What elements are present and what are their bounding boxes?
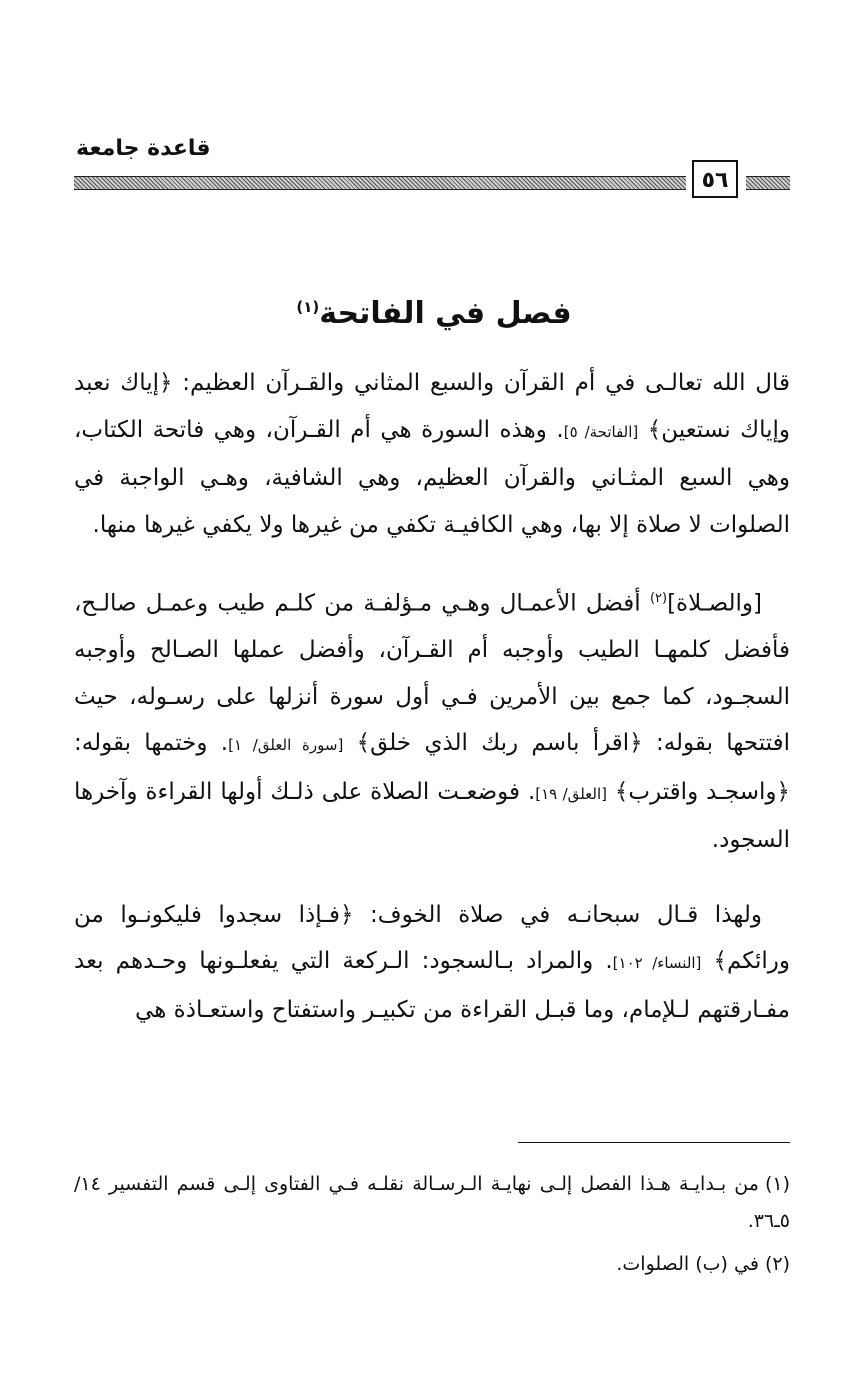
paragraph-2-text-1: [والصـلاة] [667,590,762,617]
section-heading-text: فصل في الفاتحة [319,296,572,331]
footnote-2-text: في (ب) الصلوات. [616,1253,759,1275]
footnote-1-number: (١) [764,1173,790,1195]
paragraph-2-text-2: أفضل الأعمـال وهـي مـؤلفـة من كلـم طيب وعمـل صالـح، فأفضل كلمهـا الطيب وأوجبه أم القـرآن، وأفضل عملها الصـالح وأوجبه السجـود، كما جمع بين الأمرين فـي أول سورة أنزلها على رسـوله، حيث افتتحها بقوله: ﴿اقرأ باسم ربك الذي خلق﴾ [74,590,790,757]
heading-footnote-marker: (١) [296,298,320,316]
header-rule-right [746,176,790,190]
footnote-2-number: (٢) [764,1253,790,1275]
quran-reference: [سورة العلق/ ١] [228,736,344,755]
page-number: ٥٦ [692,160,738,198]
paragraph-3 [74,892,790,1034]
quran-reference: [النساء/ ١٠٢] [612,954,702,973]
footnotes [74,1166,790,1289]
section-heading [0,296,868,331]
quran-reference: [الفاتحة/ ٥] [563,422,639,441]
footnote-separator [518,1142,790,1143]
paragraph-2-text-4: . فوضعـت الصلاة على ذلـك أولها القراءة وآخرها السجود. [74,778,790,854]
running-header-title: قاعدة جامعة [76,136,211,161]
paragraph-2-text-3: . وختمها بقوله: ﴿واسجـد واقترب﴾ [74,730,791,805]
header-rule-left [74,176,686,190]
body-text [74,360,790,1061]
footnote-2 [74,1246,790,1283]
footnote-1-text: من بـدايـة هـذا الفصل إلـى نهايـة الـرسـالة نقلـه فـي الفتاوى إلـى قسم التفسير ١٤/ ٥ـ٣٦. [74,1173,790,1232]
paragraph-2 [74,576,790,864]
paragraph-1 [74,360,790,548]
paragraph-3-text-2: . والمراد بـالسجود: الـركعة التي يفعلـونها وحـدهم بعد مفـارقتهم لـلإمام، وما قبـل القراءة من تكبيـر واستفتاح واستعـاذة هي [74,948,790,1023]
paragraph-1-text-1: قال الله تعالـى في أم القرآن والسبع المثاني والقـرآن العظيم: ﴿إياك نعبد وإياك نستعين﴾ [74,370,790,443]
footnote-1 [74,1166,790,1240]
quran-reference: [العلق/ ١٩] [535,784,607,803]
footnote-marker: (٢) [649,591,668,606]
paragraph-3-text-1: ولهذا قـال سبحانـه في صلاة الخوف: ﴿فـإذا سجدوا فليكونـوا من ورائكم﴾ [74,901,790,975]
paragraph-1-text-2: . وهذه السورة هي أم القـرآن، وهي فاتحة الكتاب، وهي السبع المثـاني والقرآن العظيم، وهي الشافية، وهـي الواجبة في الصلوات لا صلاة إلا بها، وهي الكافيـة تكفي من غيرها ولا يكفي غيرها منها. [74,416,790,538]
